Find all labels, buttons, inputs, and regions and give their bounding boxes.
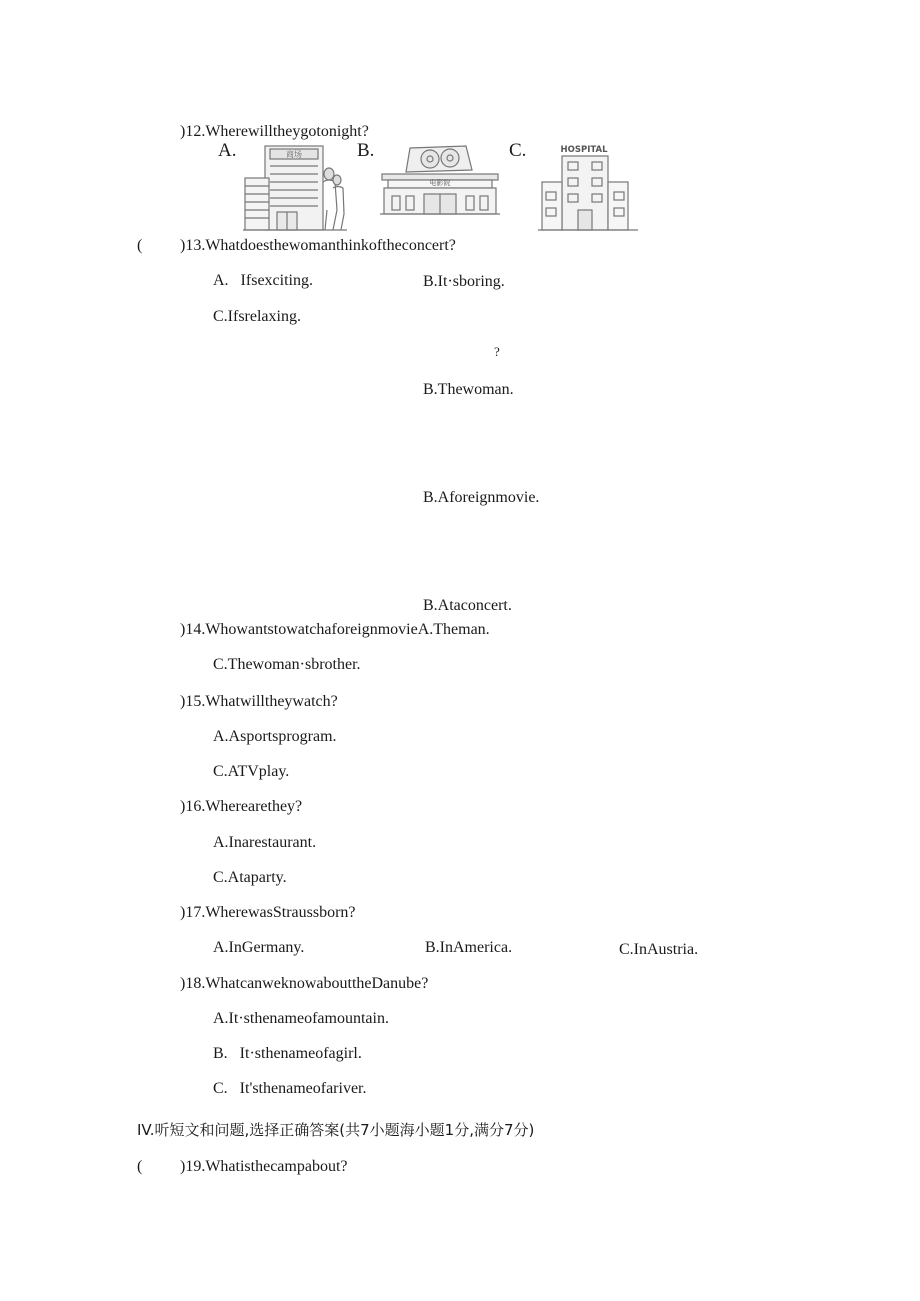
q16-option-a: A.Inarestaurant. [213,834,317,851]
shopping-mall-building-icon [243,140,348,232]
q17-option-b: B.InAmerica. [425,939,513,956]
hospital-building-icon [538,142,640,234]
q14-question: )14.WhowantstowatchaforeignmovieA.Theman. [180,621,490,638]
q13-option-c: C.Ifsrelaxing. [213,308,301,325]
q13-question: )13.Whatdoesthewomanthinkoftheconcert? [180,237,456,254]
q18-option-b: B. It·sthenameofagirl. [213,1045,362,1062]
q15-option-a: A.Asportsprogram. [213,728,337,745]
stray-option-b-2: B.Aforeignmovie. [423,489,540,506]
q13-option-a: A. Ifsexciting. [213,272,313,289]
q12-option-c-label: C. [509,140,527,161]
q18-question: )18.WhatcanweknowabouttheDanube? [180,975,429,992]
hospital-sign-text: HOSPITAL [560,145,608,155]
q18-option-c: C. It'sthenameofariver. [213,1080,367,1097]
q13-option-b: B.It·sboring. [423,273,505,290]
q17-option-c: C.InAustria. [619,941,699,958]
stray-question-mark: ? [494,344,500,359]
cinema-building-icon [380,144,500,216]
q14-option-c: C.Thewoman·sbrother. [213,656,361,673]
q19-paren: ( [137,1158,143,1175]
q16-question: )16.Wherearethey? [180,798,303,815]
q12-option-b-label: B. [357,140,375,161]
q18-option-a: A.It·sthenameofamountain. [213,1010,389,1027]
q13-paren: ( [137,237,143,254]
stray-option-b-1: B.Thewoman. [423,381,514,398]
cinema-sign-text: 电影院 [429,179,451,187]
mall-sign-text: 商场 [286,150,302,159]
q15-option-c: C.ATVplay. [213,763,290,780]
q12-question: )12.Wherewilltheygotonight? [180,123,369,140]
q17-option-a: A.InGermany. [213,939,305,956]
q17-question: )17.WherewasStraussborn? [180,904,356,921]
section-4-heading: IV.听短文和问题,选择正确答案(共7小题海小题1分,满分7分) [137,1121,535,1139]
q15-question: )15.Whatwilltheywatch? [180,693,338,710]
q16-option-c: C.Ataparty. [213,869,287,886]
q12-option-a-label: A. [218,140,237,161]
q19-question: )19.Whatisthecampabout? [180,1158,348,1175]
stray-option-b-3: B.Ataconcert. [423,597,512,614]
